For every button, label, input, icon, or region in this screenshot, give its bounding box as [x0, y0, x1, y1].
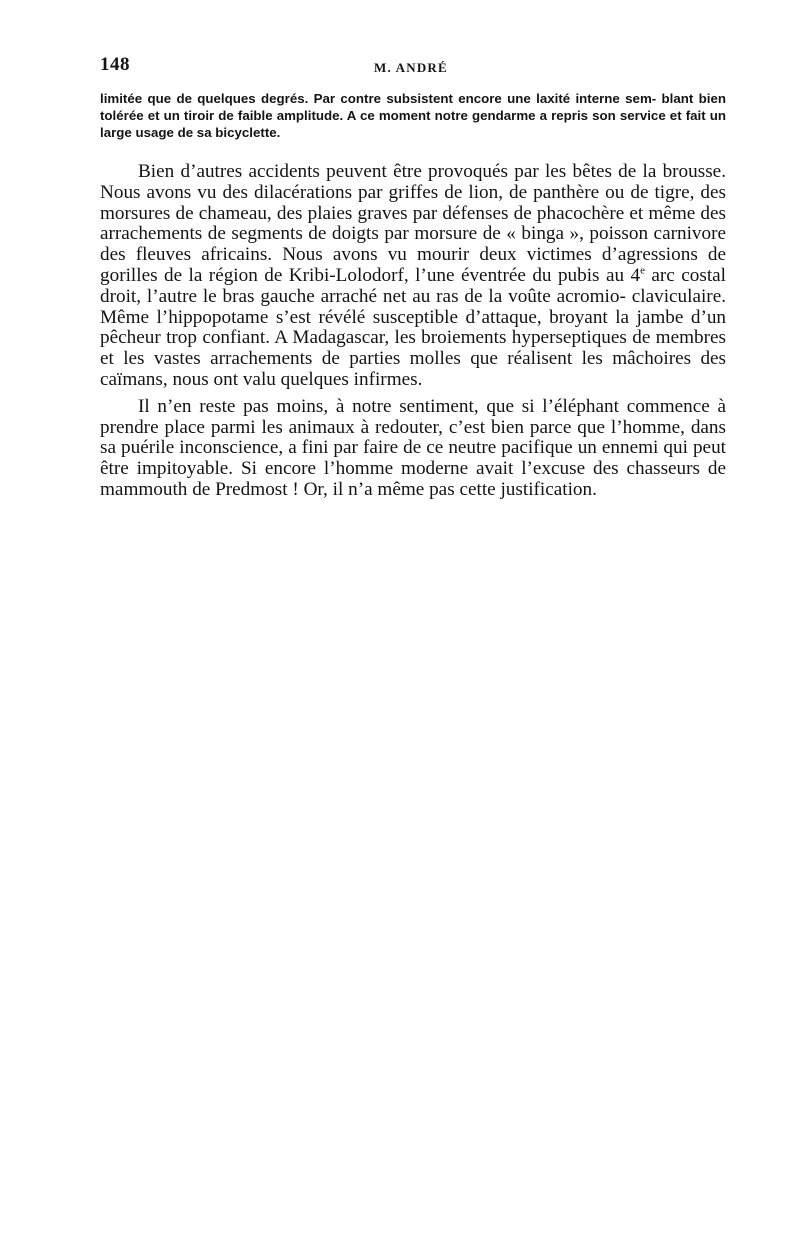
body-line: broiements hyperseptiques de membres et les vastes arrachements: [100, 327, 727, 370]
body-line: de la région de Kribi-Lolodorf, l’une éventrée du pubis au 4: [164, 264, 641, 286]
body-line: broyant la jambe d’un pêcheur trop confiant. A Madagascar, les: [100, 306, 727, 349]
body-line: africains. Nous avons vu mourir deux victimes d’agressions de gorilles: [100, 244, 727, 286]
body-line: claviculaire. Même l’hippopotame s’est révélé susceptible d’attaque,: [100, 285, 727, 328]
page-number: 148: [100, 54, 130, 75]
body-line: l’homme moderne avait l’excuse des chasseurs de mammouth de: [100, 458, 726, 500]
body-line: défenses de phacochère et même des arrachements de segments de: [100, 202, 726, 245]
page: [100, 54, 726, 501]
body-line: Il n’en reste pas moins, à notre sentiment, que si l’éléphant: [138, 395, 619, 417]
case-continuation-paragraph: [100, 90, 726, 141]
body-line: ce neutre pacifique un ennemi qui peut être impitoyable. Si encore: [100, 437, 726, 480]
body-line: doigts par morsure de « binga », poisson carnivore des fleuves: [100, 223, 726, 266]
body-line: valu quelques infirmes.: [242, 368, 423, 390]
body-line: commence à prendre place parmi les animaux à redouter, c’est bien: [100, 395, 727, 438]
body-line: panthère ou de tigre, des morsures de chameau, des plaies graves par: [100, 181, 726, 224]
body-line: Predmost ! Or, il n’a même pas cette justification.: [215, 478, 597, 500]
body-line: droit, l’autre le bras gauche arraché net au ras de la voûte acromio-: [100, 285, 626, 307]
body-line: Bien d’autres accidents peuvent être provoqués par les bêtes de: [138, 161, 637, 182]
body-line: de parties molles que réalisent les mâchoires des caïmans, nous ont: [100, 348, 727, 390]
body-line: la brousse. Nous avons vu des dilacérations par griffes de lion, de: [100, 161, 726, 203]
body-line: parce que l’homme, dans sa puérile inconscience, a fini par faire de: [100, 416, 726, 459]
body-line-tail: arc costal: [644, 264, 726, 286]
page-header: [100, 54, 726, 84]
ordinal-superscript: e: [640, 264, 645, 277]
continuation-line: limitée que de quelques degrés. Par contre subsistent encore une laxité interne sem-: [100, 91, 657, 106]
running-head: M. ANDRÉ: [374, 60, 448, 75]
body-paragraph-elephant: [100, 397, 726, 501]
continuation-line: blant bien tolérée et un tiroir de faible amplitude. A ce moment notre gendarme a: [100, 91, 726, 123]
continuation-line: repris son service et fait un large usage de sa bicyclette.: [100, 108, 726, 140]
body-paragraph-wild-animals: [100, 162, 726, 391]
